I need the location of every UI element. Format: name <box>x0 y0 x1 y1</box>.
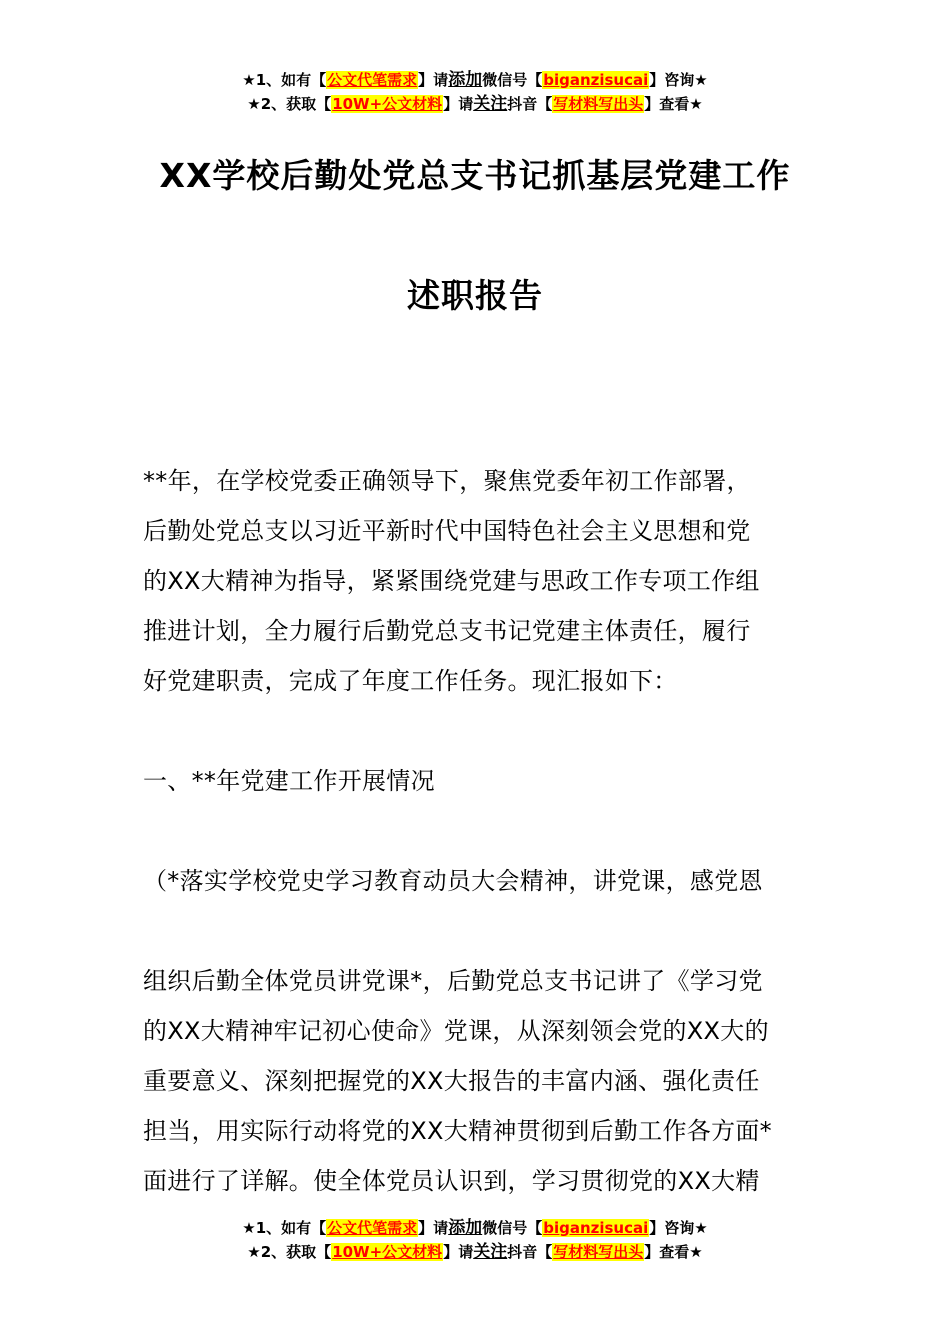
text-line: 担当，用实际行动将党的XX大精神贯彻到后勤工作各方面* <box>143 1117 772 1145</box>
highlight-materials: 10W+公文材料 <box>332 1243 443 1261</box>
paragraph-party-lecture <box>143 956 811 1206</box>
highlight-writing-service: 公文代笔需求 <box>327 1219 418 1237</box>
text-line: 重要意义、深刻把握党的XX大报告的丰富内涵、强化责任 <box>143 1067 760 1095</box>
text-line: 好党建职责，完成了年度工作任务。现汇报如下： <box>143 667 678 695</box>
text-line: 推进计划，全力履行后勤党总支书记党建主体责任，履行 <box>143 617 751 645</box>
document-title-line-1: XX学校后勤处党总支书记抓基层党建工作 <box>159 156 791 195</box>
banner-text: 抖音【 <box>507 1243 553 1261</box>
banner-text: ★1、如有【 <box>242 1219 327 1237</box>
bottom-banner <box>0 1216 950 1264</box>
banner-text: 】请 <box>418 71 449 89</box>
text-line: 一、**年党建工作开展情况 <box>143 767 435 795</box>
banner-text: 抖音【 <box>507 95 553 113</box>
top-banner <box>0 68 950 116</box>
paragraph-intro <box>143 456 811 706</box>
banner-follow-text: 关注 <box>473 94 508 114</box>
banner-text: 】请 <box>418 1219 449 1237</box>
text-line: 的XX大精神牢记初心使命》党课，从深刻领会党的XX大的 <box>143 1017 769 1045</box>
banner-line-2 <box>0 92 950 116</box>
banner-text: 】查看★ <box>644 1243 703 1261</box>
banner-text: 】请 <box>443 95 474 113</box>
highlight-writing-service: 公文代笔需求 <box>327 71 418 89</box>
text-line: 组织后勤全体党员讲党课*，后勤党总支书记讲了《学习党 <box>143 967 763 995</box>
text-line: 面进行了详解。使全体党员认识到，学习贯彻党的XX大精 <box>143 1167 760 1195</box>
text-line: **年，在学校党委正确领导下，聚焦党委年初工作部署， <box>143 467 751 495</box>
banner-text: 】咨询★ <box>649 1219 708 1237</box>
highlight-douyin-account: 写材料写出头 <box>553 1243 644 1261</box>
text-line: 的XX大精神为指导，紧紧围绕党建与思政工作专项工作组 <box>143 567 760 595</box>
banner-add-text: 添加 <box>448 70 483 90</box>
subsection-heading-1 <box>143 856 811 906</box>
document-title-line-2: 述职报告 <box>407 276 543 315</box>
highlight-materials: 10W+公文材料 <box>332 95 443 113</box>
banner-add-text: 添加 <box>448 1218 483 1238</box>
text-line: （*落实学校党史学习教育动员大会精神，讲党课，感党恩 <box>143 867 763 895</box>
banner-follow-text: 关注 <box>473 1242 508 1262</box>
banner-text: 】查看★ <box>644 95 703 113</box>
highlight-wechat-id: biganzisucai <box>543 71 649 89</box>
highlight-douyin-account: 写材料写出头 <box>553 95 644 113</box>
banner-text: 微信号【 <box>482 71 543 89</box>
banner-line-1 <box>0 68 950 92</box>
banner-text: ★2、获取【 <box>247 95 332 113</box>
banner-line-1 <box>0 1216 950 1240</box>
highlight-wechat-id: biganzisucai <box>543 1219 649 1237</box>
banner-text: ★1、如有【 <box>242 71 327 89</box>
banner-text: 微信号【 <box>482 1219 543 1237</box>
banner-line-2 <box>0 1240 950 1264</box>
banner-text: ★2、获取【 <box>247 1243 332 1261</box>
banner-text: 】请 <box>443 1243 474 1261</box>
banner-text: 】咨询★ <box>649 71 708 89</box>
text-line: 后勤处党总支以习近平新时代中国特色社会主义思想和党 <box>143 517 751 545</box>
section-heading-1 <box>143 756 811 806</box>
